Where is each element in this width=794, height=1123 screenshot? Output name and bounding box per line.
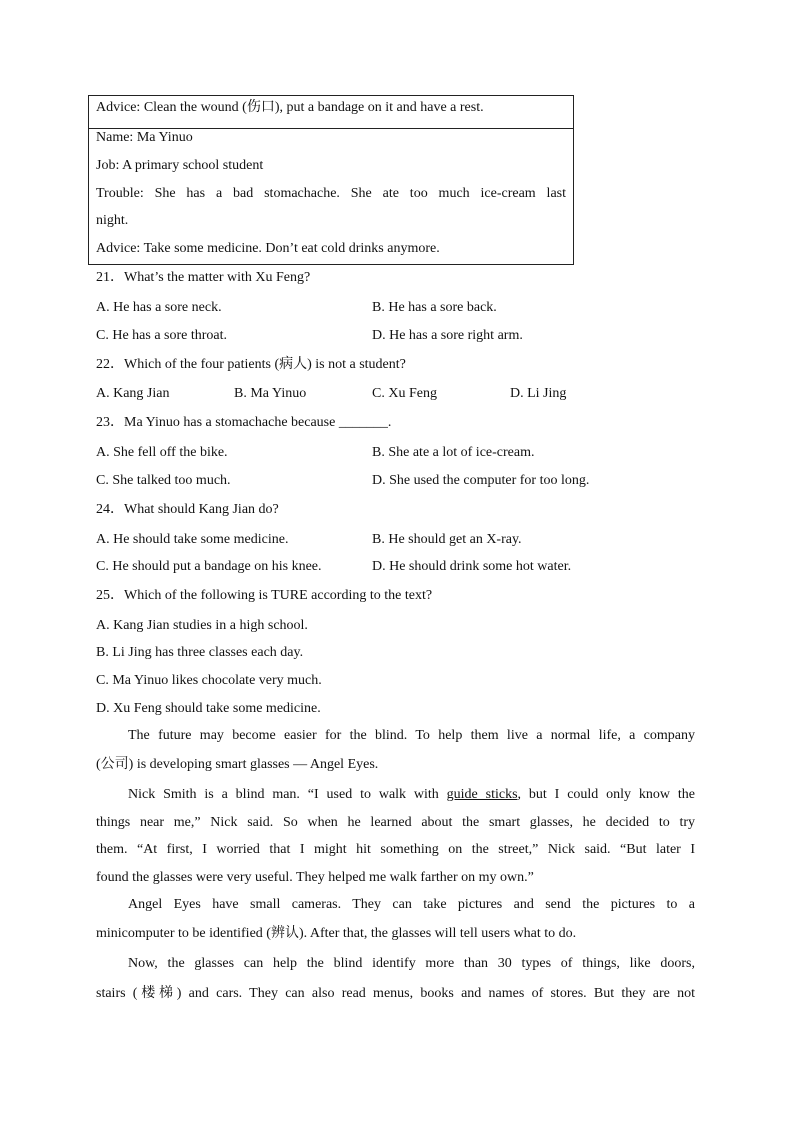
table-trouble-line-1: Trouble: She has a bad stomachache. She ate too much ice-cream last xyxy=(96,186,566,201)
passage-p2-line-4: found the glasses were very useful. They helped me walk farther on my own.” xyxy=(96,870,534,885)
passage-p2-line-1 xyxy=(128,788,695,802)
question-21-option-c: C. He has a sore throat. xyxy=(96,328,228,343)
table-advice: Advice: Take some medicine. Don’t eat cold drinks anymore. xyxy=(96,241,440,256)
guide-sticks-underlined: guide sticks xyxy=(446,787,518,802)
passage-p3-line-1: Angel Eyes have small cameras. They can take pictures and send the pictures to a xyxy=(128,897,695,912)
question-25-option-a: A. Kang Jian studies in a high school. xyxy=(96,618,308,633)
question-24-option-d: D. He should drink some hot water. xyxy=(372,559,572,574)
question-21-stem: 21．What’s the matter with Xu Feng? xyxy=(96,270,311,285)
table-divider xyxy=(89,128,573,129)
question-22-stem: 22．Which of the four patients (病人) is not a student? xyxy=(96,357,406,372)
passage-p2-line-1-after: , but I could only know the xyxy=(517,787,696,802)
question-21-option-b: B. He has a sore back. xyxy=(372,300,497,315)
question-25-stem: 25．Which of the following is TURE according to the text? xyxy=(96,588,433,603)
question-23-option-a: A. She fell off the bike. xyxy=(96,445,228,460)
passage-p4-line-1: Now, the glasses can help the blind identify more than 30 types of things, like doors, xyxy=(128,956,695,971)
question-21-option-a: A. He has a sore neck. xyxy=(96,300,222,315)
question-23-stem xyxy=(96,416,391,430)
question-22-option-c: C. Xu Feng xyxy=(372,386,437,401)
question-24-option-b: B. He should get an X-ray. xyxy=(372,532,522,547)
question-24-stem: 24．What should Kang Jian do? xyxy=(96,502,279,517)
passage-p2-line-2: things near me,” Nick said. So when he learned about the smart glasses, he decided to try xyxy=(96,815,695,830)
question-25-option-c: C. Ma Yinuo likes chocolate very much. xyxy=(96,673,322,688)
question-24-option-a: A. He should take some medicine. xyxy=(96,532,289,547)
question-25-option-b: B. Li Jing has three classes each day. xyxy=(96,645,304,660)
passage-p1-line-2: (公司) is developing smart glasses — Angel Eyes. xyxy=(96,757,379,772)
question-22-option-b: B. Ma Yinuo xyxy=(234,386,307,401)
question-25-option-d: D. Xu Feng should take some medicine. xyxy=(96,701,321,716)
table-trouble-line-2: night. xyxy=(96,213,129,228)
question-23-stem-text: 23．Ma Yinuo has a stomachache because xyxy=(96,415,336,430)
table-name: Name: Ma Yinuo xyxy=(96,130,193,145)
question-24-option-c: C. He should put a bandage on his knee. xyxy=(96,559,322,574)
passage-p1-line-1: The future may become easier for the blind. To help them live a normal life, a company xyxy=(128,728,695,743)
passage-p2-line-1-before: Nick Smith is a blind man. “I used to walk with xyxy=(128,787,447,802)
question-21-option-d: D. He has a sore right arm. xyxy=(372,328,523,343)
question-22-option-d: D. Li Jing xyxy=(510,386,567,401)
table-advice-row: Advice: Clean the wound (伤口), put a bandage on it and have a rest. xyxy=(96,100,484,115)
patient-info-table xyxy=(88,95,574,265)
question-23-option-d: D. She used the computer for too long. xyxy=(372,473,590,488)
question-23-option-b: B. She ate a lot of ice-cream. xyxy=(372,445,535,460)
passage-p2-line-3: them. “At first, I worried that I might hit something on the street,” Nick said. “But later I xyxy=(96,842,695,857)
question-22-option-a: A. Kang Jian xyxy=(96,386,170,401)
question-23-blank: _______. xyxy=(338,415,392,430)
table-job: Job: A primary school student xyxy=(96,158,264,173)
question-23-option-c: C. She talked too much. xyxy=(96,473,231,488)
passage-p4-line-2: stairs (楼梯) and cars. They can also read menus, books and names of stores. But they are not xyxy=(96,986,695,1001)
passage-p3-line-2: minicomputer to be identified (辨认). After that, the glasses will tell users what to do. xyxy=(96,926,577,941)
